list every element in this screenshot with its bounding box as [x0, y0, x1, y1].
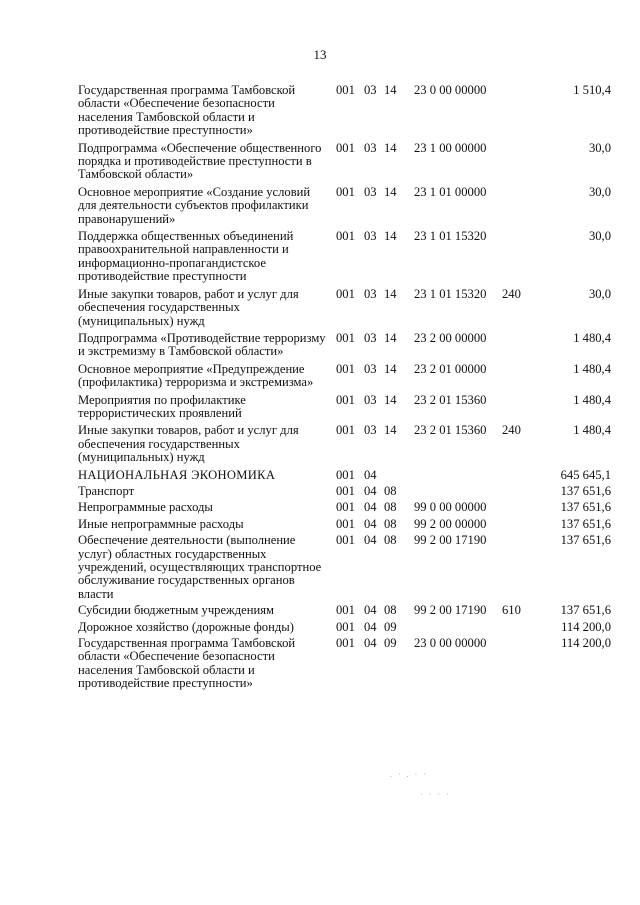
cell-sum: 137 651,6 — [560, 483, 611, 498]
cell-vr — [502, 186, 540, 230]
cell-gr: 001 — [336, 483, 355, 498]
cell-rz: 03 — [364, 140, 377, 155]
table-row — [78, 621, 611, 637]
cell-gr: 001 — [336, 423, 355, 438]
cell-pr: 14 — [384, 83, 397, 97]
table-row — [78, 142, 611, 186]
cell-name: Поддержка общественных объединений правоохранительной направленности и информационно-пропагандистское противодействие преступности — [78, 229, 294, 284]
cell-name: Непрограммные расходы — [78, 500, 213, 515]
cell-sum: 1 480,4 — [573, 392, 611, 407]
cell-vr — [502, 501, 540, 517]
table-row — [78, 469, 611, 485]
table-row — [78, 363, 611, 394]
table-row — [78, 332, 611, 363]
cell-cs — [414, 485, 502, 501]
cell-name: Транспорт — [78, 483, 135, 498]
cell-name: Иные закупки товаров, работ и услуг для обеспечения государственных (муниципальных) нужд — [78, 286, 299, 328]
table-row — [78, 604, 611, 620]
cell-pr: 14 — [384, 330, 397, 345]
cell-gr: 001 — [336, 286, 355, 301]
cell-rz: 04 — [364, 619, 377, 634]
scan-noise: . · . · · — [390, 770, 428, 779]
cell-gr: 001 — [336, 392, 355, 407]
cell-name: Подпрограмма «Противодействие терроризму и экстремизму в Тамбовской области» — [78, 330, 326, 359]
table-row — [78, 501, 611, 517]
cell-pr: 14 — [384, 184, 397, 199]
cell-rz: 04 — [364, 516, 377, 531]
cell-gr: 001 — [336, 516, 355, 531]
cell-gr: 001 — [336, 330, 355, 345]
cell-rz: 03 — [364, 423, 377, 438]
cell-vr — [502, 84, 540, 142]
cell-vr — [502, 332, 540, 363]
cell-sum: 137 651,6 — [560, 516, 611, 531]
table-row — [78, 288, 611, 332]
cell-vr — [502, 485, 540, 501]
cell-rz: 03 — [364, 361, 377, 376]
cell-name: Подпрограмма «Обеспечение общественного порядка и противодействие преступности в Тамбовской области» — [78, 140, 322, 182]
cell-rz: 04 — [364, 603, 377, 618]
cell-gr: 001 — [336, 184, 355, 199]
cell-gr: 001 — [336, 140, 355, 155]
cell-sum: 1 480,4 — [573, 361, 611, 376]
cell-rz: 04 — [364, 467, 377, 482]
cell-sum: 137 651,6 — [560, 500, 611, 515]
cell-pr: 08 — [384, 516, 397, 531]
cell-name: Дорожное хозяйство (дорожные фонды) — [78, 619, 294, 634]
cell-gr: 001 — [336, 83, 355, 97]
cell-sum: 645 645,1 — [560, 467, 611, 482]
cell-name: Государственная программа Тамбовской области «Обеспечение безопасности населения Тамбовской области и противодействие преступности» — [78, 83, 296, 138]
cell-vr: 240 — [502, 423, 521, 438]
cell-vr — [502, 363, 540, 394]
cell-pr: 14 — [384, 140, 397, 155]
cell-vr — [502, 534, 540, 604]
cell-sum: 30,0 — [588, 229, 611, 244]
cell-cs: 99 0 00 00000 — [414, 500, 487, 515]
cell-name: Основное мероприятие «Предупреждение (профилактика) терроризма и экстремизма» — [78, 361, 314, 390]
scan-noise: · · · · — [420, 790, 451, 799]
cell-pr: 08 — [384, 533, 397, 548]
cell-rz: 04 — [364, 483, 377, 498]
cell-gr: 001 — [336, 229, 355, 244]
table-row — [78, 424, 611, 468]
table-row — [78, 485, 611, 501]
cell-sum: 1 480,4 — [573, 423, 611, 438]
cell-sum: 137 651,6 — [560, 533, 611, 548]
cell-name: Мероприятия по профилактике террористических проявлений — [78, 392, 246, 420]
cell-rz: 03 — [364, 83, 377, 97]
cell-rz: 04 — [364, 500, 377, 515]
cell-vr: 610 — [502, 603, 521, 618]
table-row — [78, 186, 611, 230]
cell-name: Иные закупки товаров, работ и услуг для обеспечения государственных (муниципальных) нужд — [78, 423, 299, 465]
cell-pr: 14 — [384, 392, 397, 407]
cell-sum: 114 200,0 — [561, 619, 611, 634]
cell-cs — [414, 469, 502, 485]
cell-cs: 99 2 00 00000 — [414, 516, 487, 531]
cell-pr: 08 — [384, 483, 397, 498]
cell-pr: 14 — [384, 286, 397, 301]
budget-table — [78, 84, 611, 694]
cell-rz: 03 — [364, 392, 377, 407]
cell-gr: 001 — [336, 619, 355, 634]
cell-cs: 23 2 01 15360 — [414, 392, 487, 407]
cell-pr — [384, 469, 414, 485]
cell-vr — [502, 394, 540, 425]
cell-gr: 001 — [336, 636, 355, 651]
cell-pr: 14 — [384, 361, 397, 376]
cell-cs: 99 2 00 17190 — [414, 603, 487, 618]
cell-name: Государственная программа Тамбовской области «Обеспечение безопасности населения Тамбовской области и противодействие преступности» — [78, 636, 296, 691]
cell-cs: 23 1 01 00000 — [414, 184, 487, 199]
cell-gr: 001 — [336, 533, 355, 548]
cell-sum: 30,0 — [588, 140, 611, 155]
cell-sum: 30,0 — [588, 184, 611, 199]
cell-cs: 99 2 00 17190 — [414, 533, 487, 548]
cell-cs: 23 1 00 00000 — [414, 140, 487, 155]
cell-cs: 23 2 00 00000 — [414, 330, 487, 345]
cell-pr: 09 — [384, 636, 397, 651]
cell-sum: 114 200,0 — [561, 636, 611, 651]
cell-vr — [502, 637, 540, 694]
cell-vr — [502, 230, 540, 288]
cell-cs: 23 0 00 00000 — [414, 83, 487, 97]
cell-sum: 137 651,6 — [560, 603, 611, 618]
cell-name: НАЦИОНАЛЬНАЯ ЭКОНОМИКА — [78, 467, 276, 482]
table-row — [78, 230, 611, 288]
cell-vr — [502, 621, 540, 637]
cell-rz: 04 — [364, 636, 377, 651]
table-row — [78, 637, 611, 694]
cell-name: Иные непрограммные расходы — [78, 516, 244, 531]
cell-cs — [414, 621, 502, 637]
cell-gr: 001 — [336, 467, 355, 482]
cell-pr: 08 — [384, 500, 397, 515]
cell-cs: 23 2 01 00000 — [414, 361, 487, 376]
cell-gr: 001 — [336, 500, 355, 515]
cell-cs: 23 2 01 15360 — [414, 423, 487, 438]
cell-pr: 08 — [384, 603, 397, 618]
cell-gr: 001 — [336, 361, 355, 376]
page-number: 13 — [313, 47, 327, 62]
cell-pr: 14 — [384, 229, 397, 244]
table-row — [78, 518, 611, 534]
cell-pr: 09 — [384, 619, 397, 634]
table-row — [78, 534, 611, 604]
cell-cs: 23 0 00 00000 — [414, 636, 487, 651]
cell-rz: 04 — [364, 533, 377, 548]
cell-vr — [502, 469, 540, 485]
cell-rz: 03 — [364, 330, 377, 345]
cell-sum: 30,0 — [588, 286, 611, 301]
cell-gr: 001 — [336, 603, 355, 618]
cell-name: Основное мероприятие «Создание условий для деятельности субъектов профилактики правонарушений» — [78, 184, 311, 226]
cell-rz: 03 — [364, 286, 377, 301]
cell-vr: 240 — [502, 286, 521, 301]
table-row — [78, 84, 611, 142]
table-row — [78, 394, 611, 425]
cell-sum: 1 480,4 — [573, 330, 611, 345]
cell-vr — [502, 518, 540, 534]
cell-sum: 1 510,4 — [573, 83, 611, 97]
cell-name: Обеспечение деятельности (выполнение услуг) областных государственных учреждений, осуществляющих транспортное обслуживание государственных органов власти — [78, 533, 322, 601]
cell-cs: 23 1 01 15320 — [414, 286, 487, 301]
cell-rz: 03 — [364, 229, 377, 244]
cell-name: Субсидии бюджетным учреждениям — [78, 603, 274, 618]
cell-vr — [502, 142, 540, 186]
cell-pr: 14 — [384, 423, 397, 438]
cell-cs: 23 1 01 15320 — [414, 229, 487, 244]
cell-rz: 03 — [364, 184, 377, 199]
